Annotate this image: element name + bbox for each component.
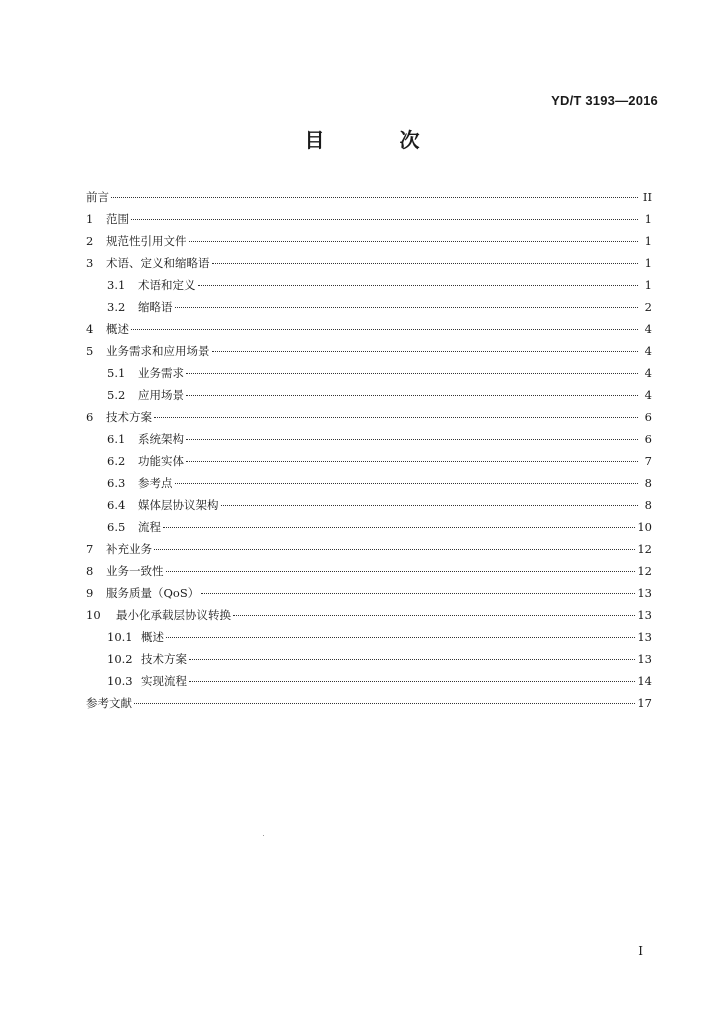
toc-entry-title: 概述 xyxy=(106,322,129,336)
toc-entry-page: 2 xyxy=(644,300,652,314)
toc-entry-page: 13 xyxy=(637,652,652,666)
toc-entry-number: 1 xyxy=(86,212,94,226)
toc-entry-number: 6.1 xyxy=(107,432,126,446)
toc-entry-page: 14 xyxy=(637,674,652,688)
toc-entry-title: 媒体层协议架构 xyxy=(138,498,219,512)
toc-entry-title: 术语和定义 xyxy=(138,278,196,292)
toc-entry[interactable] xyxy=(86,274,652,296)
toc-entry-page: 1 xyxy=(644,212,652,226)
toc-entry-page: 1 xyxy=(644,256,652,270)
toc-entry-title: 最小化承载层协议转换 xyxy=(116,608,231,622)
toc-entry[interactable] xyxy=(86,494,652,516)
toc-dot-leader xyxy=(186,372,638,374)
toc-dot-leader xyxy=(233,614,635,616)
toc-entry-title: 业务一致性 xyxy=(106,564,164,578)
toc-entry[interactable] xyxy=(86,538,652,560)
toc-entry-number: 5 xyxy=(86,344,94,358)
table-of-contents xyxy=(86,186,652,714)
toc-entry-number: 4 xyxy=(86,322,94,336)
toc-entry-title: 范围 xyxy=(106,212,129,226)
toc-entry-title: 参考点 xyxy=(138,476,173,490)
toc-entry-title: 实现流程 xyxy=(141,674,187,688)
toc-entry-title: 参考文献 xyxy=(86,696,132,710)
standard-number: YD/T 3193—2016 xyxy=(551,93,658,108)
toc-entry-page: 13 xyxy=(637,586,652,600)
toc-entry-number: 3.2 xyxy=(107,300,126,314)
toc-entry[interactable] xyxy=(86,208,652,230)
toc-dot-leader xyxy=(111,196,638,198)
toc-entry[interactable] xyxy=(86,516,652,538)
toc-dot-leader xyxy=(131,328,638,330)
toc-entry-number: 3 xyxy=(86,256,94,270)
toc-dot-leader xyxy=(166,636,635,638)
toc-entry-title: 业务需求和应用场景 xyxy=(106,344,210,358)
toc-entry[interactable] xyxy=(86,252,652,274)
toc-entry-page: 1 xyxy=(644,234,652,248)
toc-entry[interactable] xyxy=(86,670,652,692)
toc-entry-title: 服务质量（QoS） xyxy=(106,586,200,600)
toc-entry-title: 规范性引用文件 xyxy=(106,234,187,248)
toc-entry-title: 补充业务 xyxy=(106,542,152,556)
toc-entry-title: 流程 xyxy=(138,520,161,534)
toc-entry-page: 17 xyxy=(637,696,652,710)
toc-dot-leader xyxy=(198,284,639,286)
toc-dot-leader xyxy=(186,438,638,440)
toc-title: 目 次 xyxy=(304,128,454,152)
toc-entry-number: 3.1 xyxy=(107,278,126,292)
toc-entry-title: 系统架构 xyxy=(138,432,184,446)
toc-dot-leader xyxy=(154,548,635,550)
toc-entry-title: 概述 xyxy=(141,630,164,644)
toc-entry-number: 2 xyxy=(86,234,94,248)
toc-entry[interactable] xyxy=(86,582,652,604)
toc-dot-leader xyxy=(189,680,635,682)
toc-entry[interactable] xyxy=(86,472,652,494)
toc-dot-leader xyxy=(221,504,639,506)
toc-entry[interactable] xyxy=(86,318,652,340)
toc-entry-page: 4 xyxy=(644,388,652,402)
toc-entry-title: 技术方案 xyxy=(141,652,187,666)
toc-entry[interactable] xyxy=(86,296,652,318)
toc-entry[interactable] xyxy=(86,692,652,714)
toc-entry[interactable] xyxy=(86,230,652,252)
toc-dot-leader xyxy=(186,394,638,396)
toc-entry-number: 5.2 xyxy=(107,388,126,402)
toc-entry[interactable] xyxy=(86,428,652,450)
toc-entry-page: 10 xyxy=(637,520,652,534)
toc-entry-page: 4 xyxy=(644,344,652,358)
toc-dot-leader xyxy=(134,702,635,704)
toc-entry[interactable] xyxy=(86,604,652,626)
toc-entry-number: 10.3 xyxy=(107,674,133,688)
toc-entry-number: 8 xyxy=(86,564,94,578)
toc-entry-title: 功能实体 xyxy=(138,454,184,468)
toc-entry-page: 6 xyxy=(644,410,652,424)
toc-entry-title: 业务需求 xyxy=(138,366,184,380)
toc-entry-page: 12 xyxy=(637,542,652,556)
toc-dot-leader xyxy=(189,240,639,242)
toc-entry-number: 9 xyxy=(86,586,94,600)
toc-entry-page: 12 xyxy=(637,564,652,578)
toc-dot-leader xyxy=(189,658,635,660)
toc-entry-page: 8 xyxy=(644,476,652,490)
toc-entry-page: 1 xyxy=(644,278,652,292)
toc-entry-title: 缩略语 xyxy=(138,300,173,314)
toc-entry-title: 前言 xyxy=(86,190,109,204)
toc-dot-leader xyxy=(186,460,638,462)
toc-dot-leader xyxy=(163,526,635,528)
toc-dot-leader xyxy=(212,262,639,264)
toc-entry-title: 技术方案 xyxy=(106,410,152,424)
page-number: I xyxy=(638,944,643,958)
toc-entry-page: 8 xyxy=(644,498,652,512)
toc-dot-leader xyxy=(175,306,639,308)
toc-dot-leader xyxy=(201,592,635,594)
toc-entry-page: 4 xyxy=(644,366,652,380)
toc-entry[interactable] xyxy=(86,626,652,648)
toc-entry-number: 6 xyxy=(86,410,94,424)
toc-entry[interactable] xyxy=(86,186,652,208)
toc-entry-page: 6 xyxy=(644,432,652,446)
toc-entry-number: 6.4 xyxy=(107,498,126,512)
toc-entry[interactable] xyxy=(86,560,652,582)
toc-dot-leader xyxy=(212,350,639,352)
toc-entry[interactable] xyxy=(86,384,652,406)
toc-entry[interactable] xyxy=(86,340,652,362)
toc-entry-number: 6.5 xyxy=(107,520,126,534)
toc-entry-page: 4 xyxy=(644,322,652,336)
toc-entry-number: 7 xyxy=(86,542,94,556)
toc-entry-number: 10 xyxy=(86,608,101,622)
toc-dot-leader xyxy=(175,482,639,484)
toc-entry[interactable] xyxy=(86,648,652,670)
toc-entry-page: 13 xyxy=(637,630,652,644)
toc-dot-leader xyxy=(166,570,636,572)
toc-entry-page: 13 xyxy=(637,608,652,622)
scan-artifact xyxy=(263,835,264,836)
toc-entry-page: II xyxy=(642,190,652,204)
toc-entry-number: 6.2 xyxy=(107,454,126,468)
toc-entry-number: 10.2 xyxy=(107,652,133,666)
toc-entry[interactable] xyxy=(86,362,652,384)
toc-entry-title: 术语、定义和缩略语 xyxy=(106,256,210,270)
toc-entry-title: 应用场景 xyxy=(138,388,184,402)
toc-entry-number: 10.1 xyxy=(107,630,133,644)
toc-entry-number: 6.3 xyxy=(107,476,126,490)
toc-dot-leader xyxy=(131,218,638,220)
toc-entry-page: 7 xyxy=(644,454,652,468)
toc-dot-leader xyxy=(154,416,638,418)
toc-entry-number: 5.1 xyxy=(107,366,126,380)
toc-entry[interactable] xyxy=(86,450,652,472)
toc-entry[interactable] xyxy=(86,406,652,428)
